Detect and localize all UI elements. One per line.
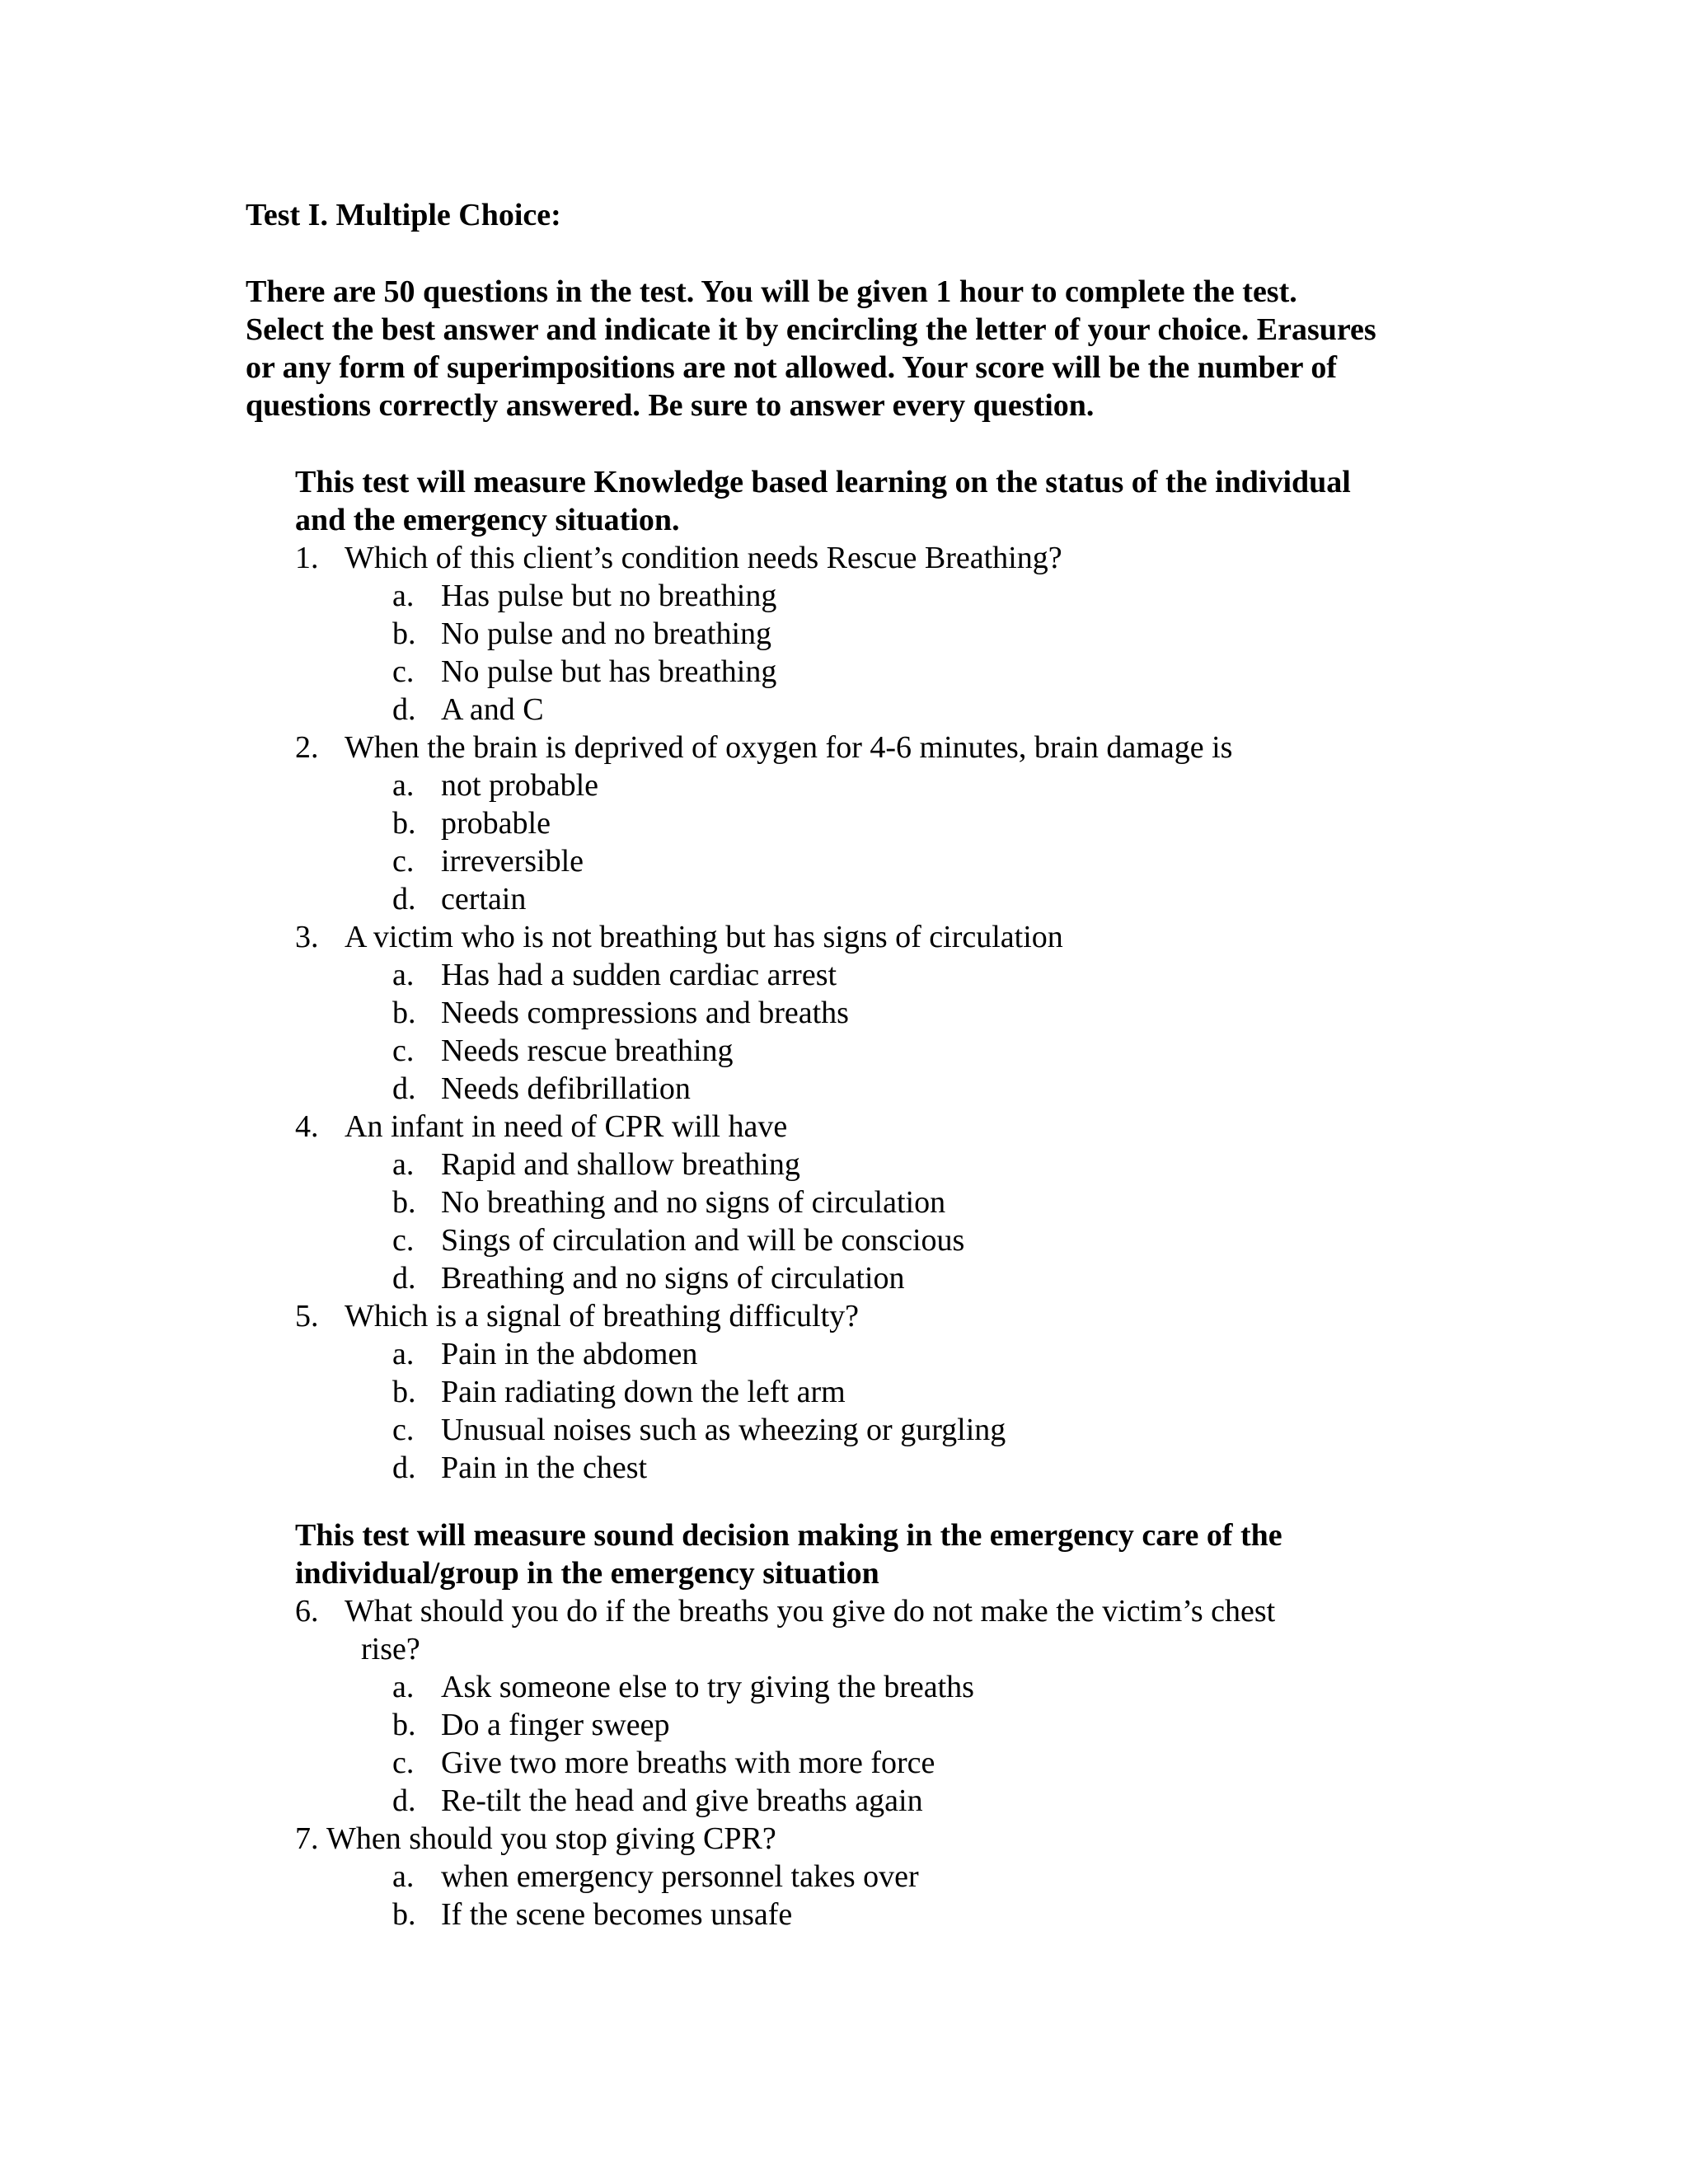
option-text: No pulse and no breathing — [441, 616, 772, 651]
option-letter[interactable]: a. — [392, 768, 415, 803]
question-number: 7. — [295, 1821, 319, 1856]
instructions-line: Select the best answer and indicate it by encircling the letter of your choice. Erasures — [246, 312, 1376, 347]
option-text: Has pulse but no breathing — [441, 579, 777, 613]
option-text: probable — [441, 806, 551, 841]
option[interactable] — [295, 1070, 1449, 1108]
question-text: A victim who is not breathing but has signs of circulation — [345, 920, 1063, 954]
question-5 — [295, 1297, 1449, 1335]
test-title: Test I. Multiple Choice: — [246, 198, 561, 232]
option-text: when emergency personnel takes over — [441, 1859, 919, 1894]
option-letter[interactable]: b. — [392, 806, 416, 841]
question-number: 2. — [295, 730, 319, 765]
option-text: Give two more breaths with more force — [441, 1746, 935, 1780]
option[interactable] — [295, 615, 1449, 653]
option-letter[interactable]: c. — [392, 1746, 415, 1780]
option-text: Needs compressions and breaths — [441, 996, 849, 1030]
option-letter[interactable]: b. — [392, 616, 416, 651]
option-text: certain — [441, 882, 527, 916]
option[interactable] — [295, 1146, 1449, 1183]
option-letter[interactable]: c. — [392, 1413, 415, 1447]
option-letter[interactable]: c. — [392, 844, 415, 879]
option-text: If the scene becomes unsafe — [441, 1897, 793, 1932]
option[interactable] — [295, 804, 1449, 842]
question-1 — [295, 539, 1449, 577]
option-letter[interactable]: a. — [392, 579, 415, 613]
option-text: not probable — [441, 768, 599, 803]
option-text: Pain in the chest — [441, 1451, 648, 1485]
option-letter[interactable]: c. — [392, 1223, 415, 1258]
question-number: 6. — [295, 1594, 319, 1629]
option[interactable] — [295, 577, 1449, 615]
option-text: Do a finger sweep — [441, 1708, 670, 1742]
option-text: A and C — [441, 692, 544, 727]
option-letter[interactable]: d. — [392, 692, 416, 727]
question-4 — [295, 1108, 1449, 1146]
option-text: Pain radiating down the left arm — [441, 1375, 846, 1409]
question-text: An infant in need of CPR will have — [345, 1109, 788, 1144]
question-number: 4. — [295, 1109, 319, 1144]
question-7 — [295, 1820, 1449, 1858]
option-letter[interactable]: d. — [392, 1451, 416, 1485]
section-heading-line: This test will measure sound decision making in the emergency care of the — [295, 1518, 1282, 1553]
option-text: irreversible — [441, 844, 584, 879]
option[interactable] — [295, 994, 1449, 1032]
option[interactable] — [295, 1032, 1449, 1070]
option-text: No breathing and no signs of circulation — [441, 1185, 946, 1220]
option-letter[interactable]: a. — [392, 1670, 415, 1704]
section-heading — [295, 463, 1449, 539]
option[interactable] — [295, 1782, 1449, 1820]
option-letter[interactable]: d. — [392, 1071, 416, 1106]
option-text: Pain in the abdomen — [441, 1337, 698, 1371]
instructions-line: There are 50 questions in the test. You will be given 1 hour to complete the test. — [246, 274, 1297, 309]
question-6 — [295, 1592, 1449, 1668]
question-text-continuation: rise? — [361, 1632, 420, 1666]
option-text: Sings of circulation and will be conscious — [441, 1223, 965, 1258]
option[interactable] — [295, 1449, 1449, 1487]
option-letter[interactable]: a. — [392, 1147, 415, 1182]
option[interactable] — [295, 842, 1449, 880]
option[interactable] — [295, 1183, 1449, 1221]
section-heading-line: This test will measure Knowledge based learning on the status of the individual — [295, 465, 1351, 499]
section-heading-line: and the emergency situation. — [295, 503, 680, 537]
option-letter[interactable]: b. — [392, 1897, 416, 1932]
option[interactable] — [295, 1744, 1449, 1782]
option[interactable] — [295, 1668, 1449, 1706]
option-letter[interactable]: b. — [392, 996, 416, 1030]
option[interactable] — [295, 1373, 1449, 1411]
option[interactable] — [295, 1896, 1449, 1933]
question-number: 5. — [295, 1299, 319, 1333]
section-heading — [295, 1516, 1449, 1592]
option[interactable] — [295, 956, 1449, 994]
instructions — [246, 273, 1449, 424]
option-text: Rapid and shallow breathing — [441, 1147, 800, 1182]
option-letter[interactable]: d. — [392, 1783, 416, 1818]
option-letter[interactable]: d. — [392, 882, 416, 916]
option-letter[interactable]: b. — [392, 1708, 416, 1742]
option[interactable] — [295, 1858, 1449, 1896]
option-letter[interactable]: d. — [392, 1261, 416, 1296]
option-text: Has had a sudden cardiac arrest — [441, 958, 837, 992]
section-knowledge — [295, 463, 1449, 1487]
question-3 — [295, 918, 1449, 956]
option-letter[interactable]: a. — [392, 1859, 415, 1894]
option-text: Re-tilt the head and give breaths again — [441, 1783, 923, 1818]
option[interactable] — [295, 1335, 1449, 1373]
question-text: What should you do if the breaths you give do not make the victim’s chest — [345, 1594, 1276, 1629]
option-letter[interactable]: c. — [392, 1033, 415, 1068]
option-text: Needs defibrillation — [441, 1071, 691, 1106]
option-text: No pulse but has breathing — [441, 654, 777, 689]
question-number: 1. — [295, 541, 319, 575]
option-letter[interactable]: b. — [392, 1375, 416, 1409]
option[interactable] — [295, 766, 1449, 804]
question-text: When the brain is deprived of oxygen for 4-6 minutes, brain damage is — [345, 730, 1233, 765]
question-text: Which is a signal of breathing difficulty? — [345, 1299, 860, 1333]
option[interactable] — [295, 653, 1449, 691]
option-text: Ask someone else to try giving the breaths — [441, 1670, 974, 1704]
option[interactable] — [295, 1411, 1449, 1449]
option-text: Needs rescue breathing — [441, 1033, 734, 1068]
question-text: When should you stop giving CPR? — [326, 1821, 776, 1856]
section-decision-making — [295, 1516, 1449, 1933]
question-text: Which of this client’s condition needs Rescue Breathing? — [345, 541, 1062, 575]
option-letter[interactable]: a. — [392, 958, 415, 992]
instructions-line: questions correctly answered. Be sure to answer every question. — [246, 388, 1095, 423]
option-text: Unusual noises such as wheezing or gurgling — [441, 1413, 1006, 1447]
option[interactable] — [295, 1706, 1449, 1744]
option[interactable] — [295, 880, 1449, 918]
option-letter[interactable]: a. — [392, 1337, 415, 1371]
question-number: 3. — [295, 920, 319, 954]
option[interactable] — [295, 1221, 1449, 1259]
option[interactable] — [295, 691, 1449, 729]
section-heading-line: individual/group in the emergency situation — [295, 1556, 879, 1591]
question-2 — [295, 729, 1449, 766]
option-letter[interactable]: c. — [392, 654, 415, 689]
option[interactable] — [295, 1259, 1449, 1297]
option-letter[interactable]: b. — [392, 1185, 416, 1220]
option-text: Breathing and no signs of circulation — [441, 1261, 905, 1296]
instructions-line: or any form of superimpositions are not allowed. Your score will be the number of — [246, 350, 1338, 385]
